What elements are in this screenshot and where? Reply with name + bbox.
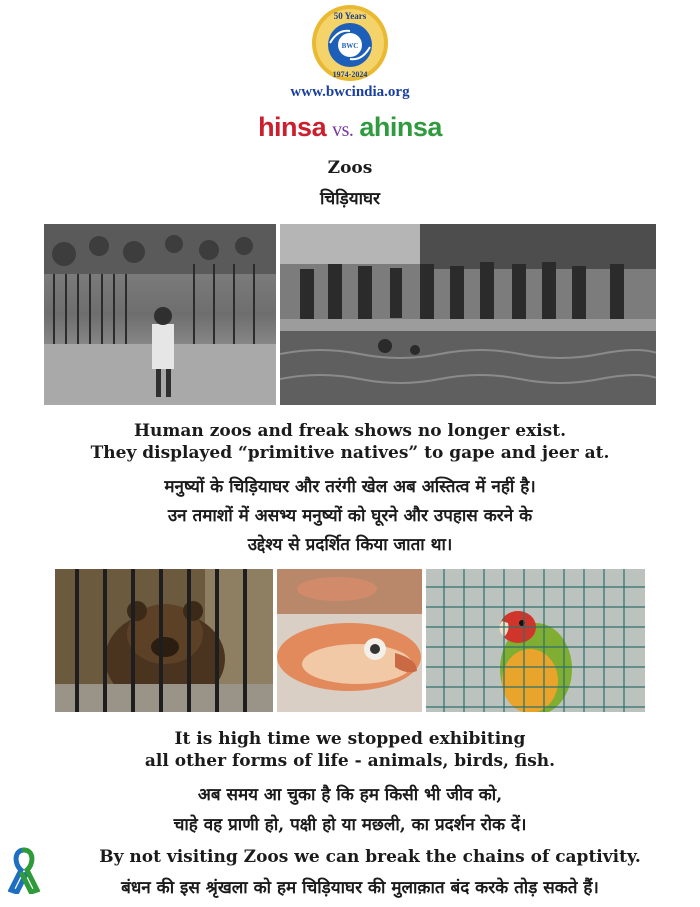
fish-on-display-photo — [277, 569, 422, 712]
para1-hindi-line2: उन तमाशों में असभ्य मनुष्यों को घूरने और उपहास करने के — [167, 506, 533, 526]
para1-english-line2: They displayed “primitive natives” to gape and jeer at. — [90, 443, 610, 463]
website-url[interactable]: www.bwcindia.org — [290, 84, 410, 100]
caged-bear-photo — [55, 569, 273, 712]
para2-english-line2: all other forms of life - animals, birds, fish. — [144, 751, 556, 771]
human-zoo-child-photo — [44, 224, 276, 405]
para3-english: By not visiting Zoos we can break the chains of captivity. — [99, 847, 641, 867]
campaign-title — [0, 112, 700, 143]
para3-hindi: बंधन की इस श्रृंखला को हम चिड़ियाघर की मुलाक़ात बंद करके तोड़ सकते हैं। — [121, 878, 599, 898]
title-ahinsa: ahinsa — [359, 112, 442, 142]
heading-hindi: चिड़ियाघर — [320, 189, 380, 209]
heading-english: Zoos — [327, 158, 373, 178]
para2-hindi-line1: अब समय आ चुका है कि हम किसी भी जीव को, — [197, 785, 503, 805]
para1-hindi-line3: उद्देश्य से प्रदर्शित किया जाता था। — [247, 535, 453, 555]
logo-range-text: 1974-2024 — [332, 70, 368, 79]
logo-years-text: 50 Years — [333, 11, 367, 21]
human-zoo-pool-photo — [280, 224, 656, 405]
para2-english-line1: It is high time we stopped exhibiting — [174, 729, 526, 749]
logo-org-text: BWC — [341, 42, 359, 50]
title-vs: vs. — [332, 119, 354, 141]
para1-hindi-line1: मनुष्यों के चिड़ियाघर और तरंगी खेल अब अस्तित्व में नहीं है। — [164, 477, 536, 497]
title-hinsa: hinsa — [258, 112, 327, 142]
bwc-50-years-logo — [305, 3, 395, 85]
para1-english-line1: Human zoos and freak shows no longer exist. — [134, 421, 566, 441]
caged-lovebird-photo — [426, 569, 645, 712]
para2-hindi-line2: चाहे वह प्राणी हो, पक्षी हो या मछली, का प्रदर्शन रोक दें। — [173, 815, 527, 835]
